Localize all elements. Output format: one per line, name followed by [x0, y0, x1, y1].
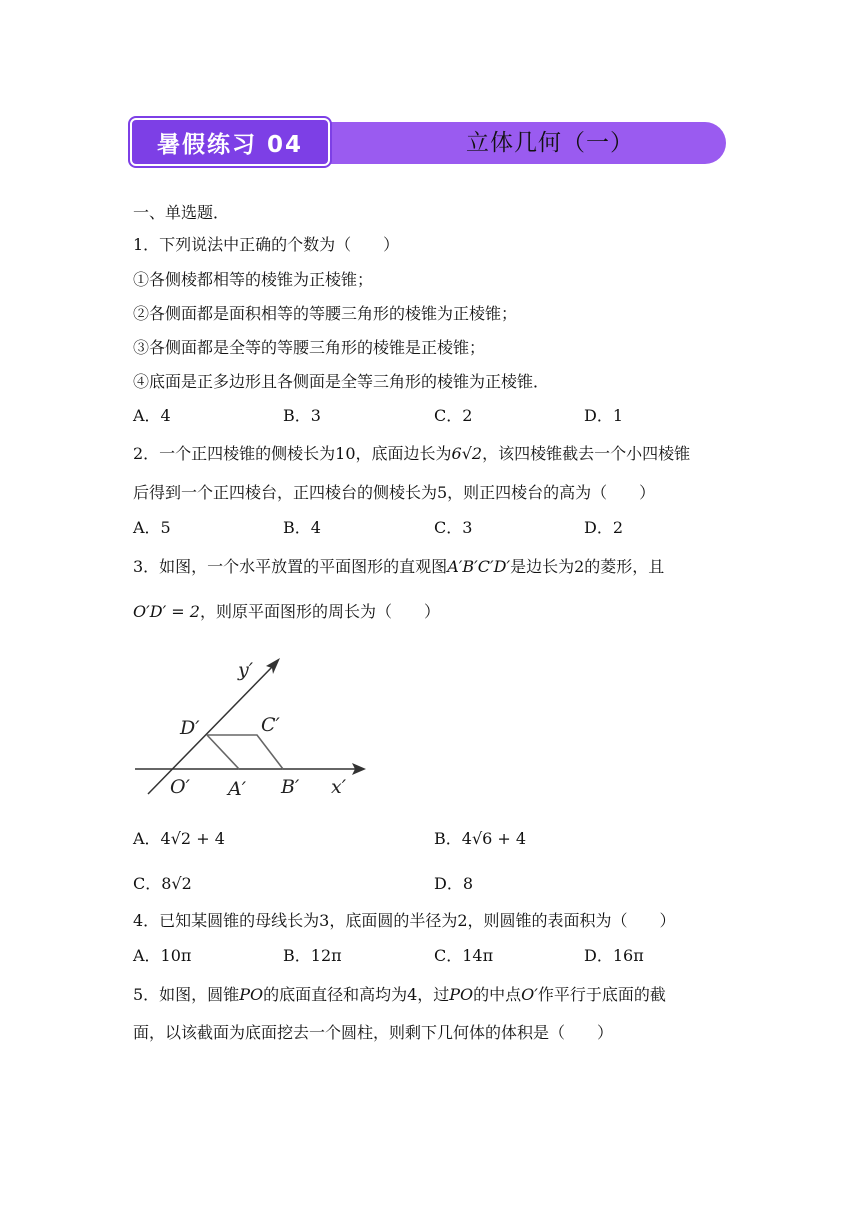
- q4-option-b: B．12π: [283, 946, 342, 965]
- q2-stem-line-2: 后得到一个正四棱台，正四棱台的侧棱长为5，则正四棱台的高为（ ）: [133, 483, 656, 502]
- q2-option-d: D．2: [584, 518, 624, 537]
- q1-option-d: D．1: [584, 406, 624, 425]
- q2-option-b: B．4: [283, 518, 321, 537]
- label-c: C′: [261, 714, 280, 736]
- q5-stem-line-1: [133, 985, 666, 1005]
- q5-stem-part: 的中点: [473, 985, 522, 1004]
- q1-statement-1: ①各侧棱都相等的棱锥为正棱锥；: [133, 270, 374, 289]
- q3-stem-part: 3．如图，一个水平放置的平面图形的直观图: [133, 557, 448, 576]
- q5-stem-part: 5．如图，圆锥: [133, 985, 240, 1004]
- q1-option-c: C．2: [434, 406, 473, 425]
- q3-stem-line-2: [133, 602, 440, 622]
- q1-option-a: A．4: [133, 406, 171, 425]
- page-title: 立体几何（一）: [466, 130, 634, 156]
- y-axis: [148, 665, 274, 794]
- title-banner: [130, 118, 728, 168]
- q3-option-d: D．8: [434, 874, 474, 893]
- q3-stem-part: ，则原平面图形的周长为（ ）: [199, 602, 440, 621]
- q4-option-d: D．16π: [584, 946, 644, 965]
- q1-option-b: B．3: [283, 406, 321, 425]
- q3-option-a: A．4√2 + 4: [133, 829, 225, 848]
- exercise-tag: 暑假练习 04: [130, 118, 330, 166]
- q5-stem-line-2: 面，以该截面为底面挖去一个圆柱，则剩下几何体的体积是（ ）: [133, 1023, 614, 1042]
- q1-statement-2: ②各侧面都是面积相等的等腰三角形的棱锥为正棱锥；: [133, 304, 518, 323]
- q2-stem-line-1: [133, 444, 690, 464]
- q5-stem-part: 的底面直径和高均为4，过: [263, 985, 450, 1004]
- q3-option-b: B．4√6 + 4: [434, 829, 527, 848]
- label-a: A′: [228, 778, 247, 800]
- label-o: O′: [170, 776, 190, 798]
- q2-option-c: C．3: [434, 518, 473, 537]
- q3-stem-part: 是边长为2的菱形，且: [510, 557, 665, 576]
- label-x: x′: [331, 776, 347, 798]
- q4-option-a: A．10π: [133, 946, 192, 965]
- q2-stem-part: 2．一个正四棱锥的侧棱长为10，底面边长为: [133, 444, 452, 463]
- rhombus-top-edges: [207, 735, 283, 769]
- q5-math-po: PO: [449, 985, 474, 1004]
- q5-math-po: PO: [239, 985, 264, 1004]
- label-d: D′: [180, 717, 200, 739]
- q3-math-rhombus: A′B′C′D′: [447, 557, 511, 576]
- q1-statement-3: ③各侧面都是全等的等腰三角形的棱锥是正棱锥；: [133, 338, 486, 357]
- q3-option-c: C．8√2: [133, 874, 192, 893]
- q2-math-side: 6√2: [451, 444, 483, 463]
- q3-math-od: O′D′ = 2: [133, 602, 200, 621]
- label-b: B′: [281, 776, 300, 798]
- q2-option-a: A．5: [133, 518, 171, 537]
- q1-stem: 1．下列说法中正确的个数为（ ）: [133, 235, 400, 254]
- q1-statement-4: ④底面是正多边形且各侧面是全等三角形的棱锥为正棱锥．: [133, 372, 550, 391]
- rhombus-left-edge: [207, 735, 239, 769]
- q2-stem-part: ，该四棱锥截去一个小四棱锥: [482, 444, 691, 463]
- q3-figure: [130, 650, 370, 800]
- q3-stem-line-1: [133, 557, 664, 577]
- q5-math-o: O′: [521, 985, 538, 1004]
- label-y: y′: [238, 659, 254, 681]
- q4-stem: 4．已知某圆锥的母线长为3，底面圆的半径为2，则圆锥的表面积为（ ）: [133, 911, 676, 930]
- q5-stem-part: 作平行于底面的截: [537, 985, 666, 1004]
- section-heading: 一、单选题．: [133, 203, 230, 222]
- q4-option-c: C．14π: [434, 946, 494, 965]
